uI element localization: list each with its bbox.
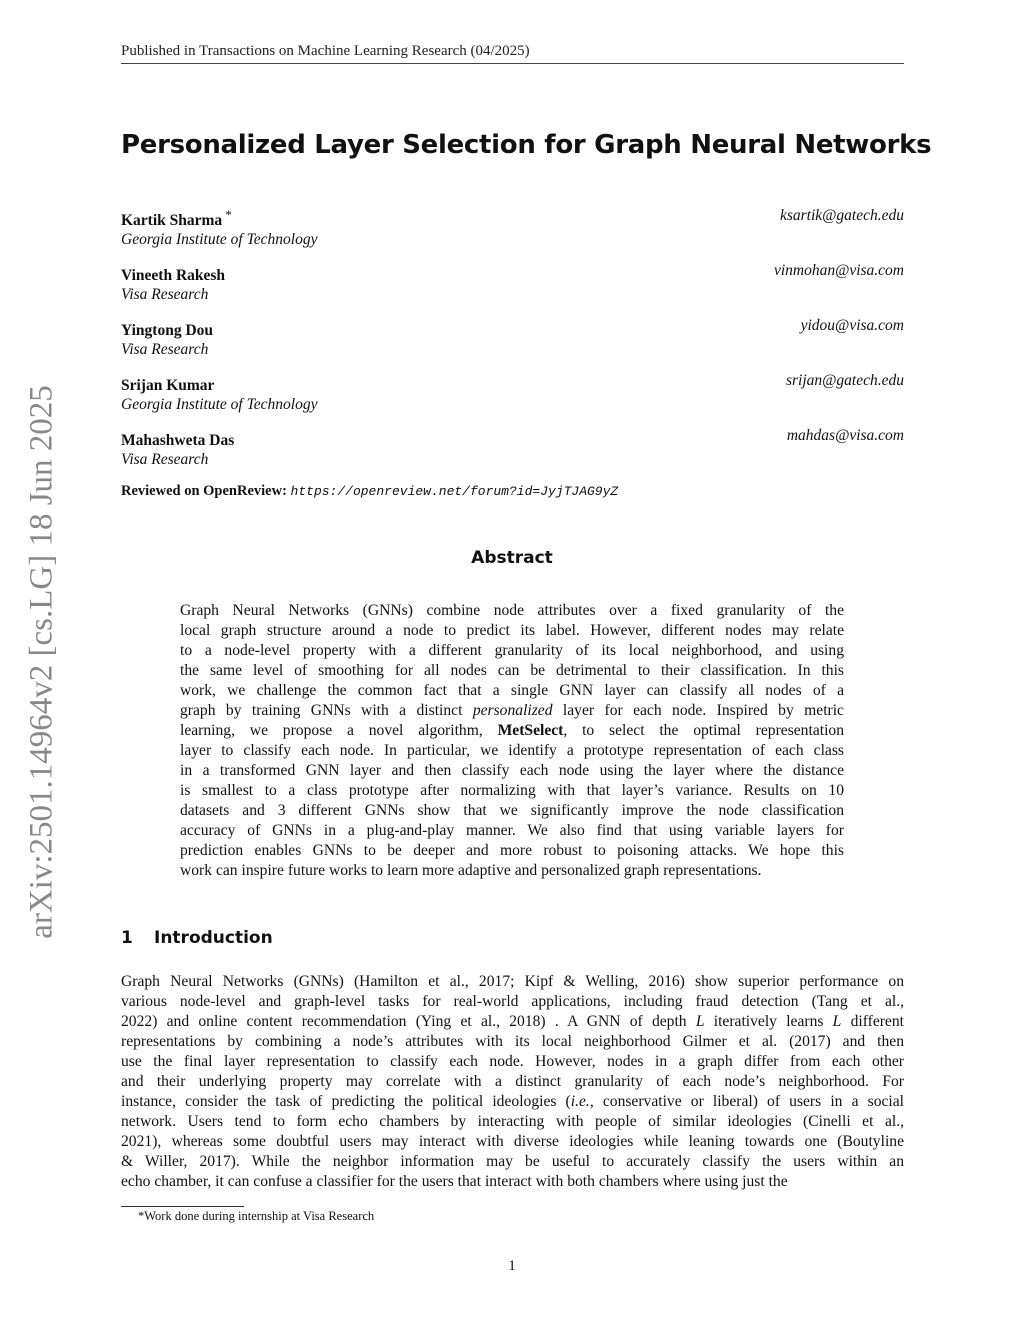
page-number: 1 xyxy=(508,1258,516,1274)
text-segment: learning, we propose a novel algorithm, xyxy=(180,722,498,739)
footnote-rule xyxy=(121,1206,244,1207)
text-segment: graph by training GNNs with a distinct xyxy=(180,702,473,719)
author-email[interactable]: srijan@gatech.edu xyxy=(785,372,904,389)
text-line xyxy=(180,821,844,841)
author-name: Srijan Kumar xyxy=(121,377,215,395)
author-block xyxy=(121,427,904,469)
author-name: Mahashweta Das xyxy=(121,432,235,450)
abstract-body xyxy=(180,601,844,881)
text-segment: layer for each node. Inspired by metric xyxy=(552,702,844,719)
author-email[interactable]: mahdas@visa.com xyxy=(786,427,904,444)
author-affiliation: Visa Research xyxy=(121,286,209,304)
text-segment: representations by combining a node’s attributes with its local neighborhood Gilmer et al. (2017) and then xyxy=(121,1033,904,1050)
section-heading-introduction xyxy=(121,928,273,948)
text-segment: MetSelect xyxy=(497,722,564,739)
text-segment: iteratively learns xyxy=(704,1013,833,1030)
author-block xyxy=(121,207,904,249)
text-segment: various node-level and graph-level tasks for real-world applications, including fraud detection (Tang et al., xyxy=(121,993,904,1010)
text-segment: & Willer, 2017). While the neighbor information may be useful to accurately classify the users within an xyxy=(121,1153,904,1170)
text-segment: to a node-level property with a different granularity of its local neighborhood, and using xyxy=(180,642,844,659)
text-line xyxy=(121,1112,904,1132)
review-label: Reviewed on OpenReview: xyxy=(121,483,287,499)
text-line xyxy=(180,721,844,741)
text-segment: datasets and 3 different GNNs show that we significantly improve the node classification xyxy=(180,802,844,819)
text-segment: , conservative or liberal) of users in a social xyxy=(589,1093,904,1110)
text-line xyxy=(121,1152,904,1172)
text-segment: 2022) and online content recommendation (Ying et al., 2018) . A GNN of depth xyxy=(121,1013,696,1030)
text-segment: echo chamber, it can confuse a classifier for the users that interact with both chambers where using just the xyxy=(121,1173,788,1190)
text-segment: L xyxy=(695,1013,705,1030)
author-name: Yingtong Dou xyxy=(121,322,214,340)
text-line xyxy=(180,641,844,661)
text-segment: use the final layer representation to classify each node. However, nodes in a graph differ from each other xyxy=(121,1053,904,1070)
text-segment: instance, consider the task of predicting the political ideologies ( xyxy=(121,1093,571,1110)
author-block xyxy=(121,372,904,414)
paper-title: Personalized Layer Selection for Graph Neural Networks xyxy=(121,130,932,160)
text-line xyxy=(121,1052,904,1072)
introduction-body xyxy=(121,972,904,1192)
text-line xyxy=(180,661,844,681)
text-line xyxy=(180,621,844,641)
abstract-heading: Abstract xyxy=(471,548,553,568)
text-segment: i.e. xyxy=(570,1093,590,1110)
text-line xyxy=(180,801,844,821)
text-line xyxy=(180,741,844,761)
running-header: Published in Transactions on Machine Learning Research (04/2025) xyxy=(121,43,904,64)
footnote: *Work done during internship at Visa Research xyxy=(138,1209,375,1223)
text-segment: network. Users tend to form echo chambers by interacting with people of similar ideologies (Cinelli et al., xyxy=(121,1113,904,1130)
text-segment: personalized xyxy=(472,702,553,719)
author-block xyxy=(121,317,904,359)
text-segment: is smallest to a class prototype after normalizing with that layer’s variance. Results on 10 xyxy=(180,782,844,799)
text-line xyxy=(121,972,904,992)
section-title: Introduction xyxy=(154,928,273,948)
text-line xyxy=(180,701,844,721)
author-email[interactable]: vinmohan@visa.com xyxy=(773,262,904,279)
text-segment: different xyxy=(841,1013,904,1030)
review-url[interactable]: https://openreview.net/forum?id=JyjTJAG9yZ xyxy=(290,484,619,499)
text-segment: and their underlying property may correlate with a distinct granularity of each node’s neighborhood. For xyxy=(121,1073,904,1090)
text-line xyxy=(180,781,844,801)
text-segment: prediction enables GNNs to be deeper and more robust to poisoning attacks. We hope this xyxy=(180,842,844,859)
author-affiliation: Georgia Institute of Technology xyxy=(121,231,318,249)
text-segment: Graph Neural Networks (GNNs) (Hamilton et al., 2017; Kipf & Welling, 2016) show superior performance on xyxy=(121,973,904,990)
author-name: Vineeth Rakesh xyxy=(121,267,226,285)
text-segment: in a transformed GNN layer and then classify each node using the layer where the distance xyxy=(180,762,844,779)
text-line xyxy=(121,1032,904,1052)
author-email[interactable]: yidou@visa.com xyxy=(800,317,904,334)
text-segment: the same level of smoothing for all nodes can be detrimental to their classification. In this xyxy=(180,662,844,679)
author-block xyxy=(121,262,904,304)
text-line xyxy=(180,761,844,781)
text-segment: work, we challenge the common fact that a single GNN layer can classify all nodes of a xyxy=(180,682,844,699)
text-line xyxy=(121,1172,904,1192)
author-affiliation: Georgia Institute of Technology xyxy=(121,396,318,414)
text-line xyxy=(121,1072,904,1092)
arxiv-stamp: arXiv:2501.14964v2 [cs.LG] 18 Jun 2025 xyxy=(23,385,60,939)
text-line xyxy=(121,1132,904,1152)
review-line xyxy=(121,483,618,500)
text-line xyxy=(180,601,844,621)
author-affiliation: Visa Research xyxy=(121,341,209,359)
text-line xyxy=(180,841,844,861)
author-name: Kartik Sharma xyxy=(121,212,223,230)
text-segment: L xyxy=(832,1013,842,1030)
text-segment: 2021), whereas some doubtful users may interact with diverse ideologies while leaning towards one (Boutyline xyxy=(121,1133,904,1150)
text-line xyxy=(121,1092,904,1112)
text-line xyxy=(121,1012,904,1032)
author-affiliation: Visa Research xyxy=(121,451,209,469)
text-line xyxy=(180,861,844,881)
text-segment: local graph structure around a node to predict its label. However, different nodes may relate xyxy=(180,622,844,639)
text-segment: Graph Neural Networks (GNNs) combine node attributes over a fixed granularity of the xyxy=(180,602,844,619)
author-footnote-mark: * xyxy=(222,207,232,222)
text-segment: work can inspire future works to learn more adaptive and personalized graph representations. xyxy=(180,862,762,879)
text-segment: layer to classify each node. In particular, we identify a prototype representation of each class xyxy=(180,742,844,759)
text-line xyxy=(121,992,904,1012)
section-number: 1 xyxy=(121,928,133,948)
text-line xyxy=(180,681,844,701)
author-email[interactable]: ksartik@gatech.edu xyxy=(779,207,904,224)
text-segment: accuracy of GNNs in a plug-and-play manner. We also find that using variable layers for xyxy=(180,822,844,839)
text-segment: , to select the optimal representation xyxy=(563,722,844,739)
